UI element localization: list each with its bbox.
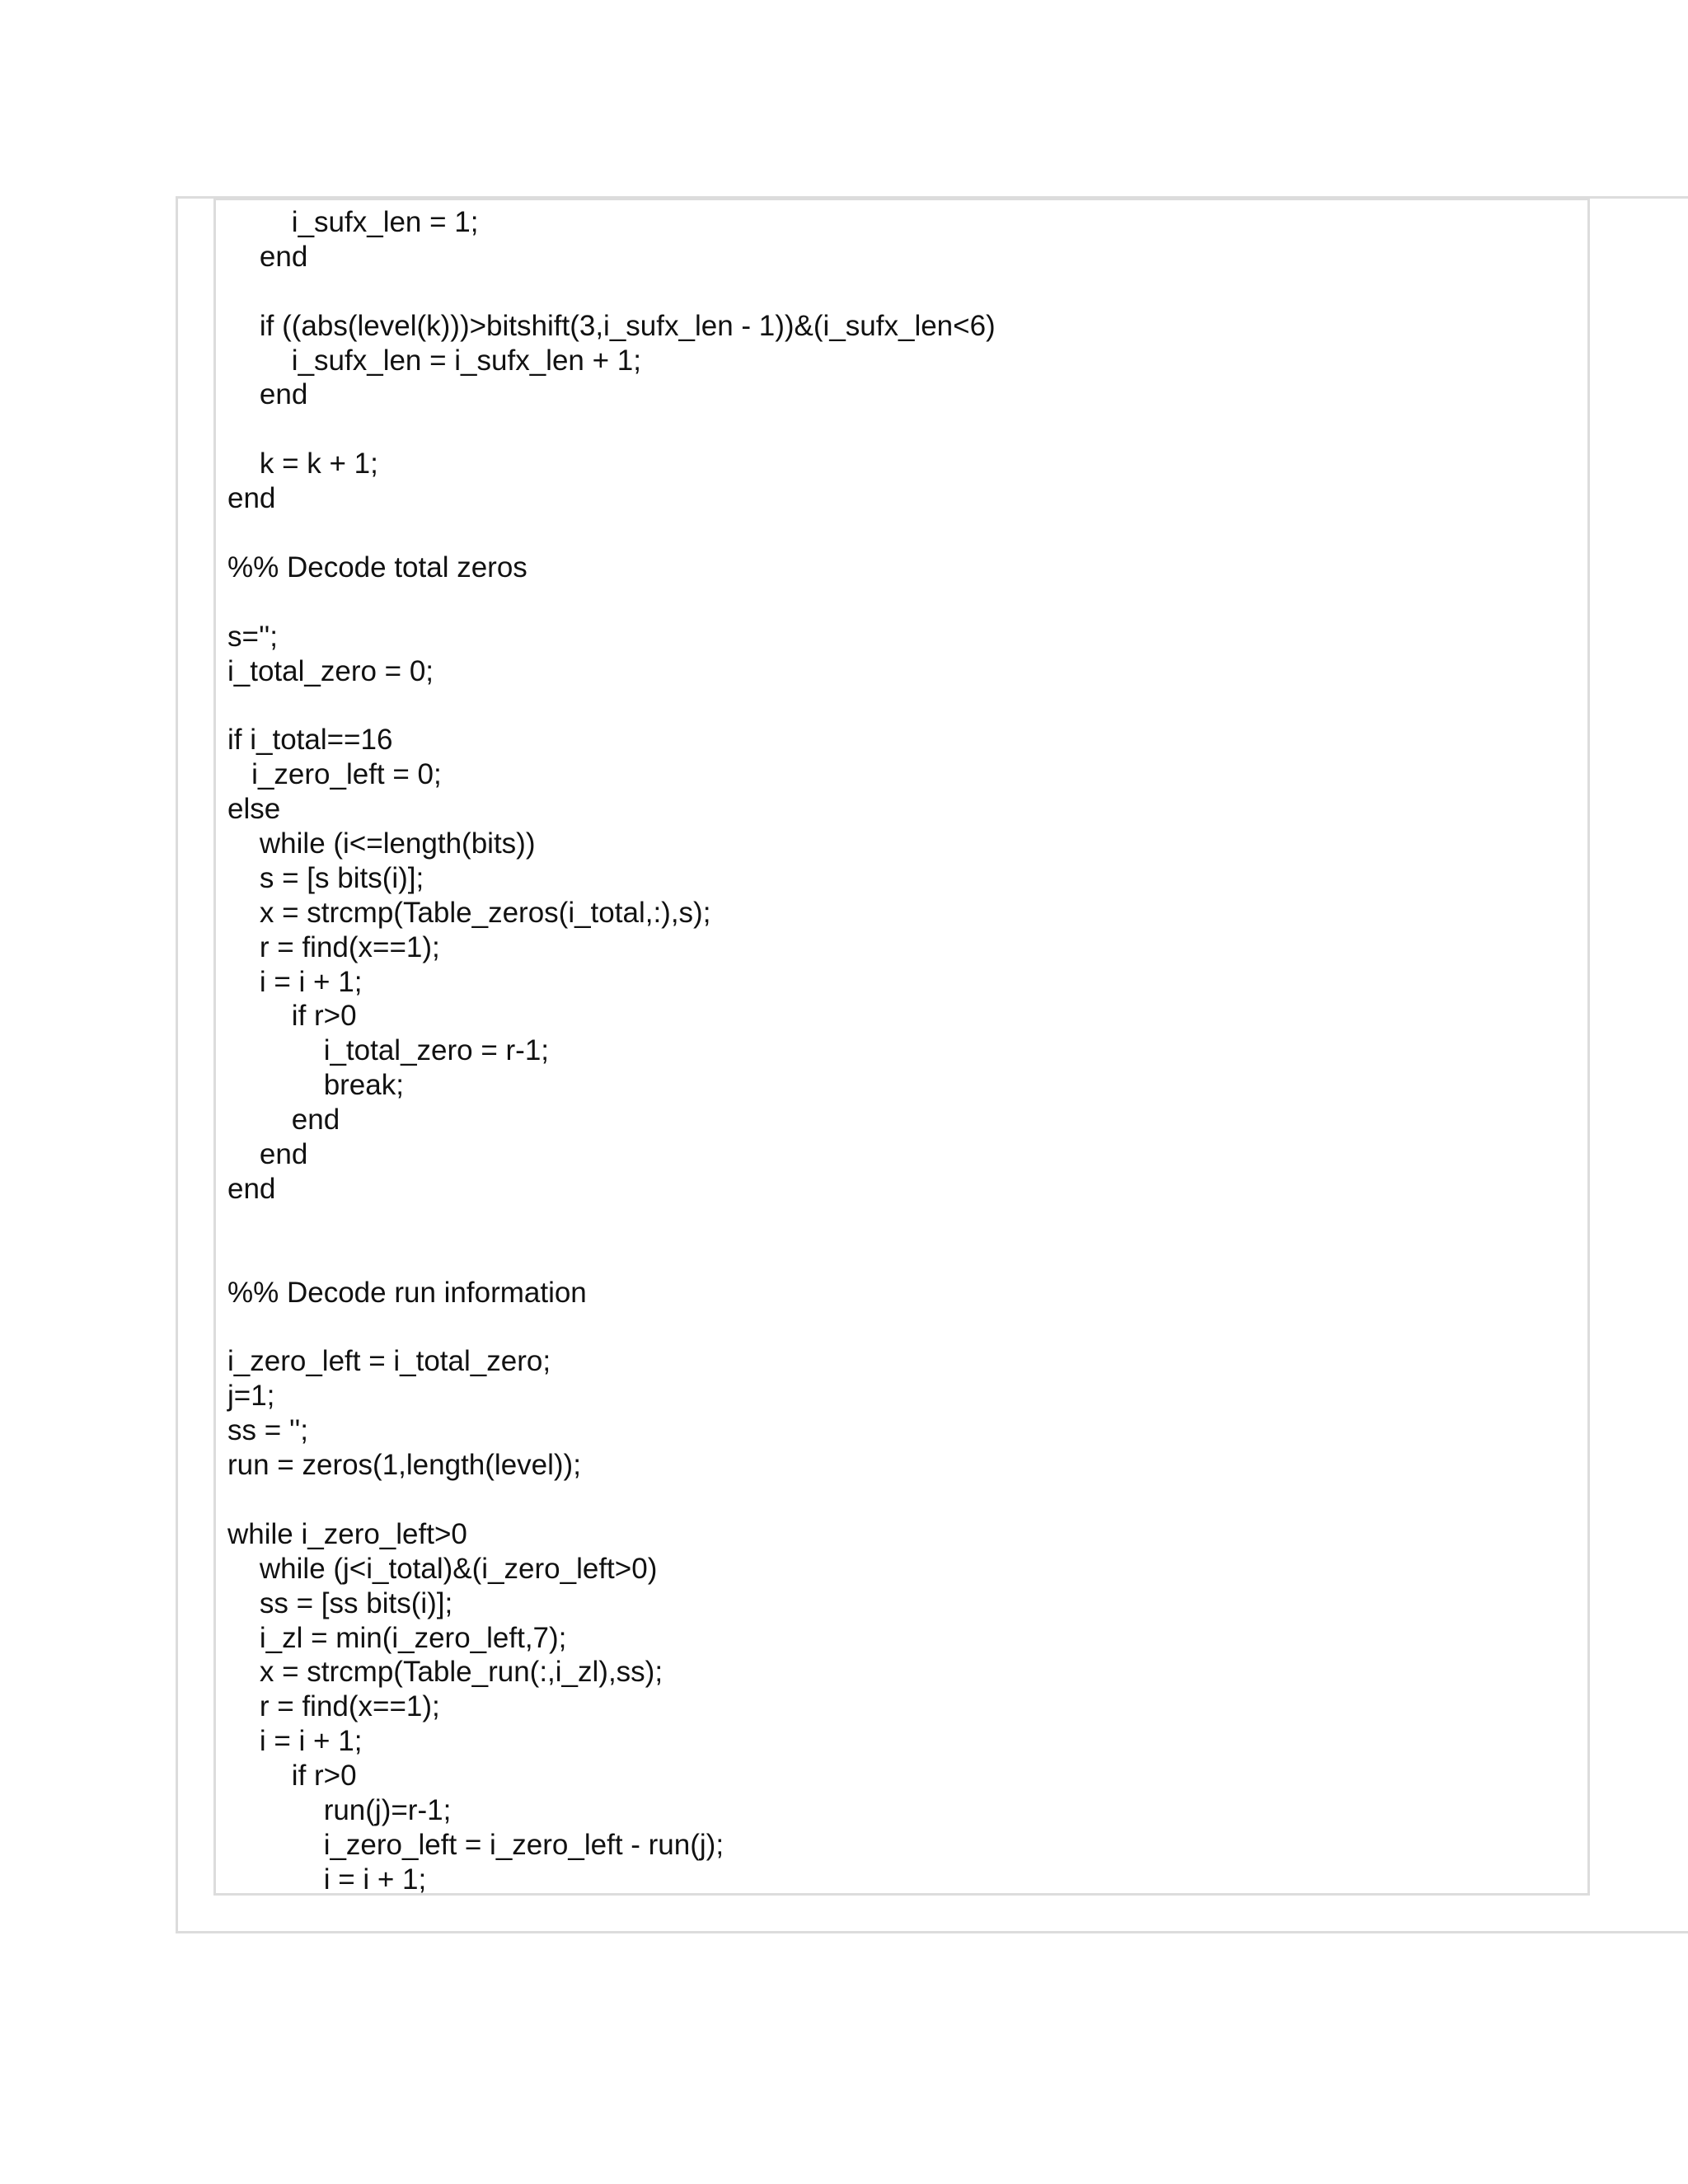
code-line: i = i + 1; bbox=[227, 965, 363, 998]
code-line: i_sufx_len = 1; bbox=[227, 206, 479, 238]
code-line bbox=[227, 1310, 996, 1345]
code-line: i = i + 1; bbox=[227, 1725, 363, 1758]
code-line: end bbox=[227, 378, 308, 411]
code-line: i_total_zero = r-1; bbox=[227, 1034, 550, 1067]
code-line: r = find(x==1); bbox=[227, 930, 440, 963]
code-line: end bbox=[227, 1138, 308, 1171]
code-line: while i_zero_left>0 bbox=[227, 1517, 467, 1550]
code-line: j=1; bbox=[227, 1380, 275, 1413]
code-line: ss = [ss bits(i)]; bbox=[227, 1586, 453, 1619]
code-line: i_zero_left = i_total_zero; bbox=[227, 1345, 551, 1378]
code-listing bbox=[213, 198, 1590, 1896]
code-line: ss = ''; bbox=[227, 1414, 308, 1447]
code-line bbox=[227, 412, 996, 447]
code-line: i = i + 1; bbox=[227, 1863, 427, 1896]
code-line: end bbox=[227, 1172, 276, 1205]
code-line: i_total_zero = 0; bbox=[227, 654, 434, 687]
code-line: while (j<i_total)&(i_zero_left>0) bbox=[227, 1552, 658, 1585]
code-line bbox=[227, 1207, 996, 1241]
code-line: if r>0 bbox=[227, 1000, 357, 1033]
code-line: end bbox=[227, 240, 308, 273]
code-line: while (i<=length(bits)) bbox=[227, 827, 536, 860]
code-line: if i_total==16 bbox=[227, 724, 393, 757]
code-line bbox=[227, 516, 996, 551]
code-line: i_zero_left = 0; bbox=[227, 758, 442, 791]
code-line bbox=[227, 274, 996, 309]
code-line: s=''; bbox=[227, 620, 279, 653]
code-line: x = strcmp(Table_zeros(i_total,:),s); bbox=[227, 896, 711, 929]
code-line: i_sufx_len = i_sufx_len + 1; bbox=[227, 344, 641, 377]
code-line: %% Decode total zeros bbox=[227, 551, 528, 583]
code-line: i_zero_left = i_zero_left - run(j); bbox=[227, 1828, 724, 1861]
code-line bbox=[227, 1483, 996, 1517]
code-line: s = [s bits(i)]; bbox=[227, 861, 424, 894]
code-line: x = strcmp(Table_run(:,i_zl),ss); bbox=[227, 1656, 663, 1689]
code-line: k = k + 1; bbox=[227, 448, 378, 480]
code-line: break; bbox=[227, 1069, 404, 1102]
code-line bbox=[227, 585, 996, 620]
code-line: run(j)=r-1; bbox=[227, 1793, 452, 1826]
code-line bbox=[227, 1241, 996, 1276]
code-line: else bbox=[227, 793, 281, 826]
code-text bbox=[227, 205, 996, 1896]
code-line: i_zl = min(i_zero_left,7); bbox=[227, 1621, 567, 1654]
code-line: %% Decode run information bbox=[227, 1276, 587, 1309]
code-line: end bbox=[227, 482, 276, 515]
code-line: if r>0 bbox=[227, 1760, 357, 1793]
code-line bbox=[227, 688, 996, 723]
code-line: r = find(x==1); bbox=[227, 1690, 440, 1723]
code-line: end bbox=[227, 1104, 340, 1137]
code-line: run = zeros(1,length(level)); bbox=[227, 1449, 581, 1482]
code-line: if ((abs(level(k)))>bitshift(3,i_sufx_len - 1))&(i_sufx_len<6) bbox=[227, 309, 996, 342]
